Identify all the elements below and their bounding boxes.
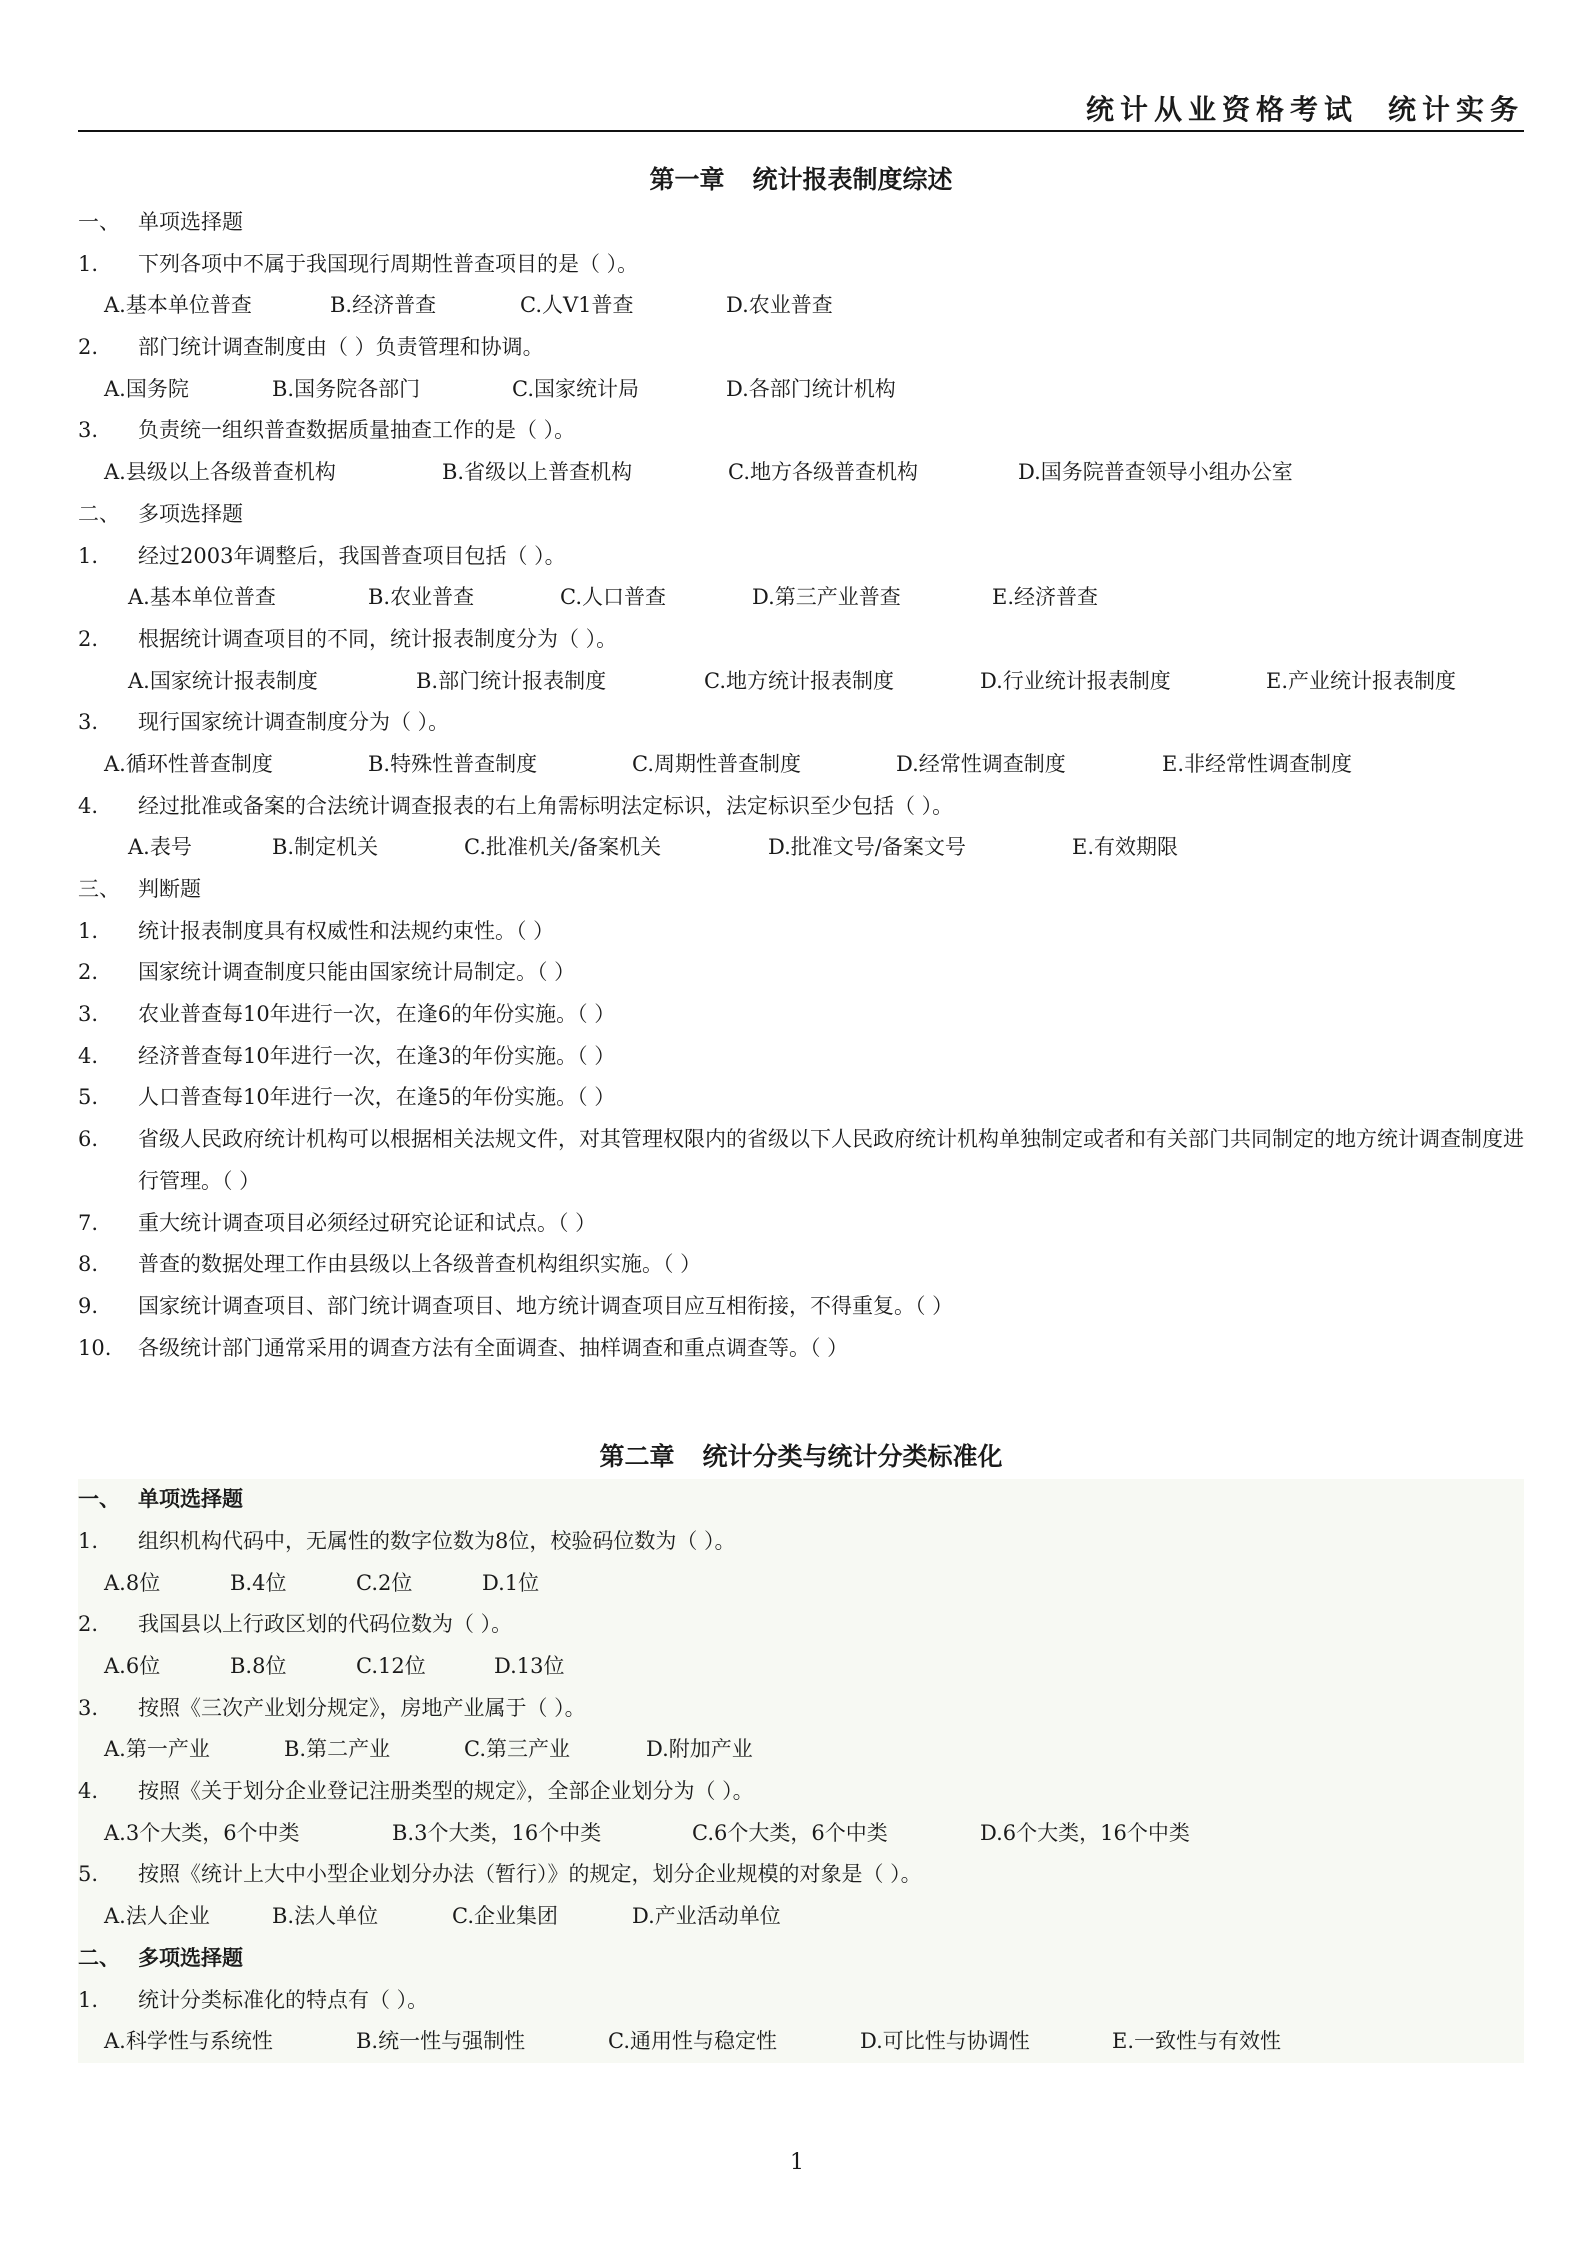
question: 2. 根据统计调查项目的不同，统计报表制度分为（ ）。 <box>78 626 618 651</box>
option: D.第三产业普查 <box>752 585 901 610</box>
option: A.循环性普查制度 <box>104 751 273 776</box>
option: A.科学性与系统性 <box>104 2029 273 2054</box>
option: B.4位 <box>230 1570 287 1595</box>
header-rule <box>78 130 1524 132</box>
options-row <box>78 369 1524 411</box>
chapter-spacer <box>78 1369 1524 1435</box>
chapter-1-title <box>78 158 1524 202</box>
option: D.行业统计报表制度 <box>980 668 1171 693</box>
question: 1. 统计报表制度具有权威性和法规约束性。（ ） <box>78 918 555 943</box>
page-content <box>78 158 1524 2063</box>
option: D.产业活动单位 <box>632 1904 781 1929</box>
option: D.国务院普查领导小组办公室 <box>1018 460 1293 485</box>
section-heading: 一、 单项选择题 <box>78 210 243 234</box>
question: 1. 统计分类标准化的特点有（ ）。 <box>78 1987 429 2012</box>
options-row <box>78 1646 1524 1688</box>
option: A.6位 <box>104 1654 161 1679</box>
question: 4. 经济普查每10年进行一次，在逢3的年份实施。（ ） <box>78 1043 616 1068</box>
option: C.企业集团 <box>452 1904 558 1929</box>
exam-name: 统计从业资格考试 <box>1085 93 1358 126</box>
subject-name: 统计实务 <box>1387 93 1524 126</box>
options-row <box>78 1729 1524 1771</box>
option: C.地方统计报表制度 <box>704 668 894 693</box>
question: 8. 普查的数据处理工作由县级以上各级普查机构组织实施。（ ） <box>78 1252 702 1277</box>
option: A.法人企业 <box>104 1904 210 1929</box>
option: D.批准文号/备案文号 <box>768 835 966 860</box>
question: 3. 现行国家统计调查制度分为（ ）。 <box>78 710 450 735</box>
option: C.地方各级普查机构 <box>728 460 918 485</box>
option: A.基本单位普查 <box>128 585 276 610</box>
option: C.人V1普查 <box>520 293 634 318</box>
chapter-2-name: 统计分类与统计分类标准化 <box>702 1442 1003 1472</box>
option: E.一致性与有效性 <box>1112 2029 1282 2054</box>
question: 2. 部门统计调查制度由（ ）负责管理和协调。 <box>78 335 544 360</box>
options-row <box>78 285 1524 327</box>
options-row <box>78 744 1524 786</box>
options-row <box>78 2021 1524 2063</box>
option: A.3个大类，6个中类 <box>104 1820 300 1845</box>
question: 2. 国家统计调查制度只能由国家统计局制定。（ ） <box>78 960 576 985</box>
option: C.第三产业 <box>464 1737 570 1762</box>
option: B.制定机关 <box>272 835 379 860</box>
option: A.基本单位普查 <box>104 293 252 318</box>
option: B.部门统计报表制度 <box>416 668 607 693</box>
option: B.国务院各部门 <box>272 376 421 401</box>
option: D.经常性调查制度 <box>896 751 1066 776</box>
page-number: 1 <box>790 2150 804 2175</box>
option: C.6个大类，6个中类 <box>692 1820 888 1845</box>
option: B.3个大类，16个中类 <box>392 1820 602 1845</box>
chapter-1-name: 统计报表制度综述 <box>752 165 953 194</box>
options-row <box>78 661 1524 703</box>
chapter-2-body <box>78 1479 1524 2063</box>
chapter-2-number: 第二章 <box>599 1442 675 1472</box>
question: 7. 重大统计调查项目必须经过研究论证和试点。（ ） <box>78 1210 597 1235</box>
option: C.人口普查 <box>560 585 666 610</box>
question: 3. 负责统一组织普查数据质量抽查工作的是（ ）。 <box>78 418 576 443</box>
question: 5. 按照《统计上大中小型企业划分办法（暂行）》的规定，划分企业规模的对象是（ ）。 <box>78 1862 922 1887</box>
question: 5. 人口普查每10年进行一次，在逢5的年份实施。（ ） <box>78 1085 616 1110</box>
option: B.农业普查 <box>368 585 475 610</box>
section-heading: 一、 单项选择题 <box>78 1487 243 1512</box>
option: C.12位 <box>356 1654 426 1679</box>
question: 3. 农业普查每10年进行一次，在逢6的年份实施。（ ） <box>78 1002 616 1027</box>
option: D.各部门统计机构 <box>726 376 896 401</box>
option: C.通用性与稳定性 <box>608 2029 777 2054</box>
option: A.县级以上各级普查机构 <box>104 460 336 485</box>
option: D.附加产业 <box>646 1737 753 1762</box>
chapter-2-title <box>78 1435 1524 1479</box>
question: 10. 各级统计部门通常采用的调查方法有全面调查、抽样调查和重点调查等。（ ） <box>78 1335 849 1360</box>
option: D.13位 <box>494 1654 565 1679</box>
option: E.产业统计报表制度 <box>1266 668 1457 693</box>
section-heading: 二、 多项选择题 <box>78 501 243 526</box>
chapter-1-number: 第一章 <box>649 165 725 194</box>
option: E.非经常性调查制度 <box>1162 751 1353 776</box>
question: 2. 我国县以上行政区划的代码位数为（ ）。 <box>78 1612 513 1637</box>
question: 3. 按照《三次产业划分规定》，房地产业属于（ ）。 <box>78 1695 586 1720</box>
option: D.1位 <box>482 1570 540 1595</box>
options-row <box>78 1896 1524 1938</box>
running-header <box>1056 88 1524 128</box>
options-row <box>78 452 1524 494</box>
question: 4. 经过批准或备案的合法统计调查报表的右上角需标明法定标识，法定标识至少包括（ ）。 <box>78 793 954 818</box>
option: A.国家统计报表制度 <box>128 668 318 693</box>
option: A.8位 <box>104 1570 161 1595</box>
option: D.6个大类，16个中类 <box>980 1820 1190 1845</box>
options-row <box>78 1563 1524 1605</box>
option: B.第二产业 <box>284 1737 391 1762</box>
options-row <box>78 1813 1524 1855</box>
section-heading: 二、 多项选择题 <box>78 1945 243 1970</box>
options-row <box>78 577 1524 619</box>
option: B.特殊性普查制度 <box>368 751 538 776</box>
question: 1. 组织机构代码中，无属性的数字位数为8位，校验码位数为（ ）。 <box>78 1528 736 1553</box>
option: B.8位 <box>230 1654 287 1679</box>
option: C.批准机关/备案机关 <box>464 835 662 860</box>
option: C.国家统计局 <box>512 376 639 401</box>
question: 1. 下列各项中不属于我国现行周期性普查项目的是（ ）。 <box>78 251 639 276</box>
option: A.表号 <box>128 835 192 860</box>
option: B.省级以上普查机构 <box>442 460 633 485</box>
section-heading: 三、 判断题 <box>78 877 201 901</box>
options-row <box>78 827 1524 869</box>
option: B.法人单位 <box>272 1904 379 1929</box>
option: D.农业普查 <box>726 293 833 318</box>
option: E.有效期限 <box>1072 835 1179 860</box>
option: E.经济普查 <box>992 585 1099 610</box>
question: 1. 经过2003年调整后，我国普查项目包括（ ）。 <box>78 543 566 568</box>
option: C.周期性普查制度 <box>632 751 801 776</box>
option: A.第一产业 <box>104 1737 210 1762</box>
option: A.国务院 <box>104 376 189 401</box>
option: B.统一性与强制性 <box>356 2029 526 2054</box>
question: 4. 按照《关于划分企业登记注册类型的规定》，全部企业划分为（ ）。 <box>78 1779 754 1804</box>
option: B.经济普查 <box>330 293 437 318</box>
question: 6. 省级人民政府统计机构可以根据相关法规文件，对其管理权限内的省级以下人民政府统计机构单独制定或者和有关部门共同制定的地方统计调查制度进行管理。（ ） <box>78 1127 1524 1193</box>
question: 9. 国家统计调查项目、部门统计调查项目、地方统计调查项目应互相衔接，不得重复。（ ） <box>78 1293 954 1318</box>
option: D.可比性与协调性 <box>860 2029 1030 2054</box>
option: C.2位 <box>356 1570 413 1595</box>
